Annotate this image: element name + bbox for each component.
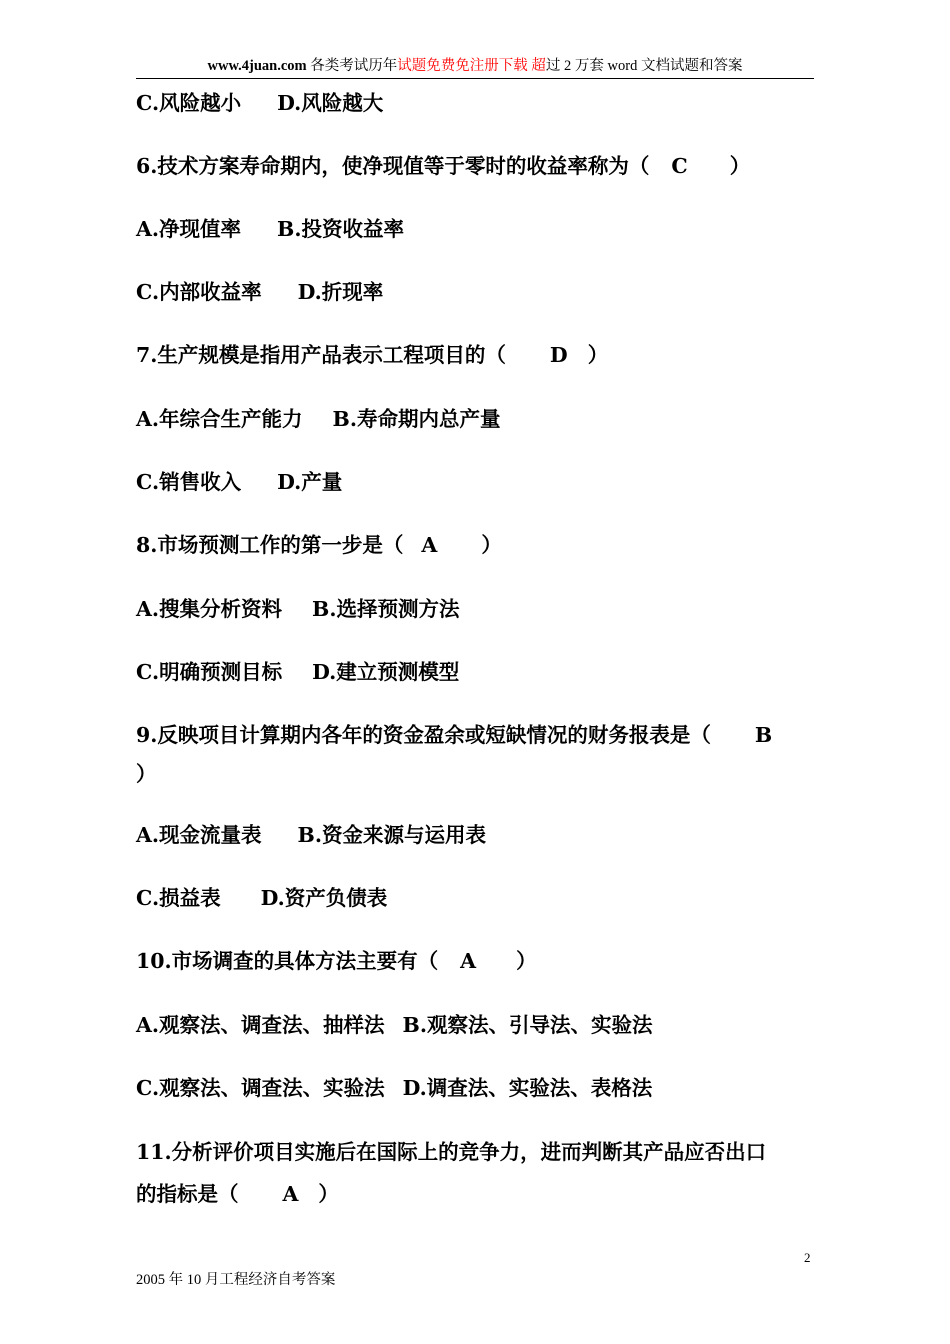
question-text: 9.反映项目计算期内各年的资金盈余或短缺情况的财务报表是（	[136, 723, 711, 747]
answer: A	[421, 533, 438, 557]
option-c: C.销售收入	[136, 470, 242, 494]
question-text: 6.技术方案寿命期内，使净现值等于零时的收益率称为（	[136, 154, 650, 178]
option-b: B.观察法、引导法、实验法	[402, 1013, 653, 1037]
option-line	[136, 821, 486, 849]
answer: D	[549, 343, 568, 367]
option-b: B.投资收益率	[277, 217, 405, 241]
option-a: A.现金流量表	[136, 823, 262, 847]
question-8	[136, 531, 502, 559]
option-line	[136, 278, 383, 306]
question-text: 8.市场预测工作的第一步是（	[136, 533, 404, 557]
option-c: C.风险越小	[136, 91, 242, 115]
option-line	[136, 595, 460, 623]
option-d: D.调查法、实验法、表格法	[402, 1076, 653, 1100]
option-d: D.产量	[277, 470, 343, 494]
header-site: www.4juan.com	[207, 58, 307, 74]
option-a: A.年综合生产能力	[136, 407, 303, 431]
option-a: A.搜集分析资料	[136, 597, 283, 621]
option-line	[136, 468, 342, 496]
page-header	[136, 56, 814, 79]
question-7	[136, 341, 608, 369]
close-paren: ）	[587, 343, 609, 367]
answer: C	[671, 154, 688, 178]
option-line	[136, 1074, 652, 1102]
option-line	[136, 89, 383, 117]
option-line	[136, 215, 404, 243]
option-c: C.损益表	[136, 886, 221, 910]
header-text-1: 各类考试历年	[306, 58, 398, 74]
question-9-continuation	[136, 760, 157, 788]
question-10	[136, 947, 537, 975]
footer-title: 2005 年 10 月工程经济自考答案	[136, 1272, 336, 1288]
close-paren: ）	[729, 154, 751, 178]
option-c: C.内部收益率	[136, 280, 262, 304]
question-11-continuation	[136, 1180, 339, 1208]
option-line	[136, 1011, 653, 1039]
option-line	[136, 405, 501, 433]
option-line	[136, 658, 459, 686]
question-text: 7.生产规模是指用产品表示工程项目的（	[136, 343, 506, 367]
option-c: C.观察法、调查法、实验法	[136, 1076, 385, 1100]
answer: A	[282, 1182, 299, 1206]
option-d: D.建立预测模型	[312, 660, 460, 684]
close-paren: ）	[481, 533, 502, 557]
option-d: D.折现率	[297, 280, 384, 304]
question-11	[136, 1138, 766, 1166]
answer: A	[460, 949, 477, 973]
option-b: B.资金来源与运用表	[297, 823, 487, 847]
close-paren: ）	[516, 949, 537, 973]
option-a: A.净现值率	[136, 217, 242, 241]
option-d: D.风险越大	[277, 91, 384, 115]
question-6	[136, 152, 750, 180]
option-b: B.选择预测方法	[312, 597, 460, 621]
question-text: 11.分析评价项目实施后在国际上的竞争力，进而判断其产品应否出口	[136, 1140, 767, 1164]
option-d: D.资产负债表	[260, 886, 388, 910]
close-paren: ）	[136, 762, 157, 786]
question-9	[136, 721, 772, 749]
page-number: 2	[804, 1250, 811, 1265]
header-text-2: 过 2 万套 word 文档试题和答案	[545, 58, 743, 74]
question-text: 10.市场调查的具体方法主要有（	[136, 949, 439, 973]
question-text: 的指标是（	[136, 1182, 239, 1206]
option-b: B.寿命期内总产量	[332, 407, 501, 431]
option-a: A.观察法、调查法、抽样法	[136, 1013, 385, 1037]
answer: B	[754, 723, 773, 747]
option-c: C.明确预测目标	[136, 660, 283, 684]
option-line	[136, 884, 387, 912]
close-paren: ）	[318, 1182, 339, 1206]
header-highlight: 试题免费免注册下载 超	[397, 58, 546, 74]
